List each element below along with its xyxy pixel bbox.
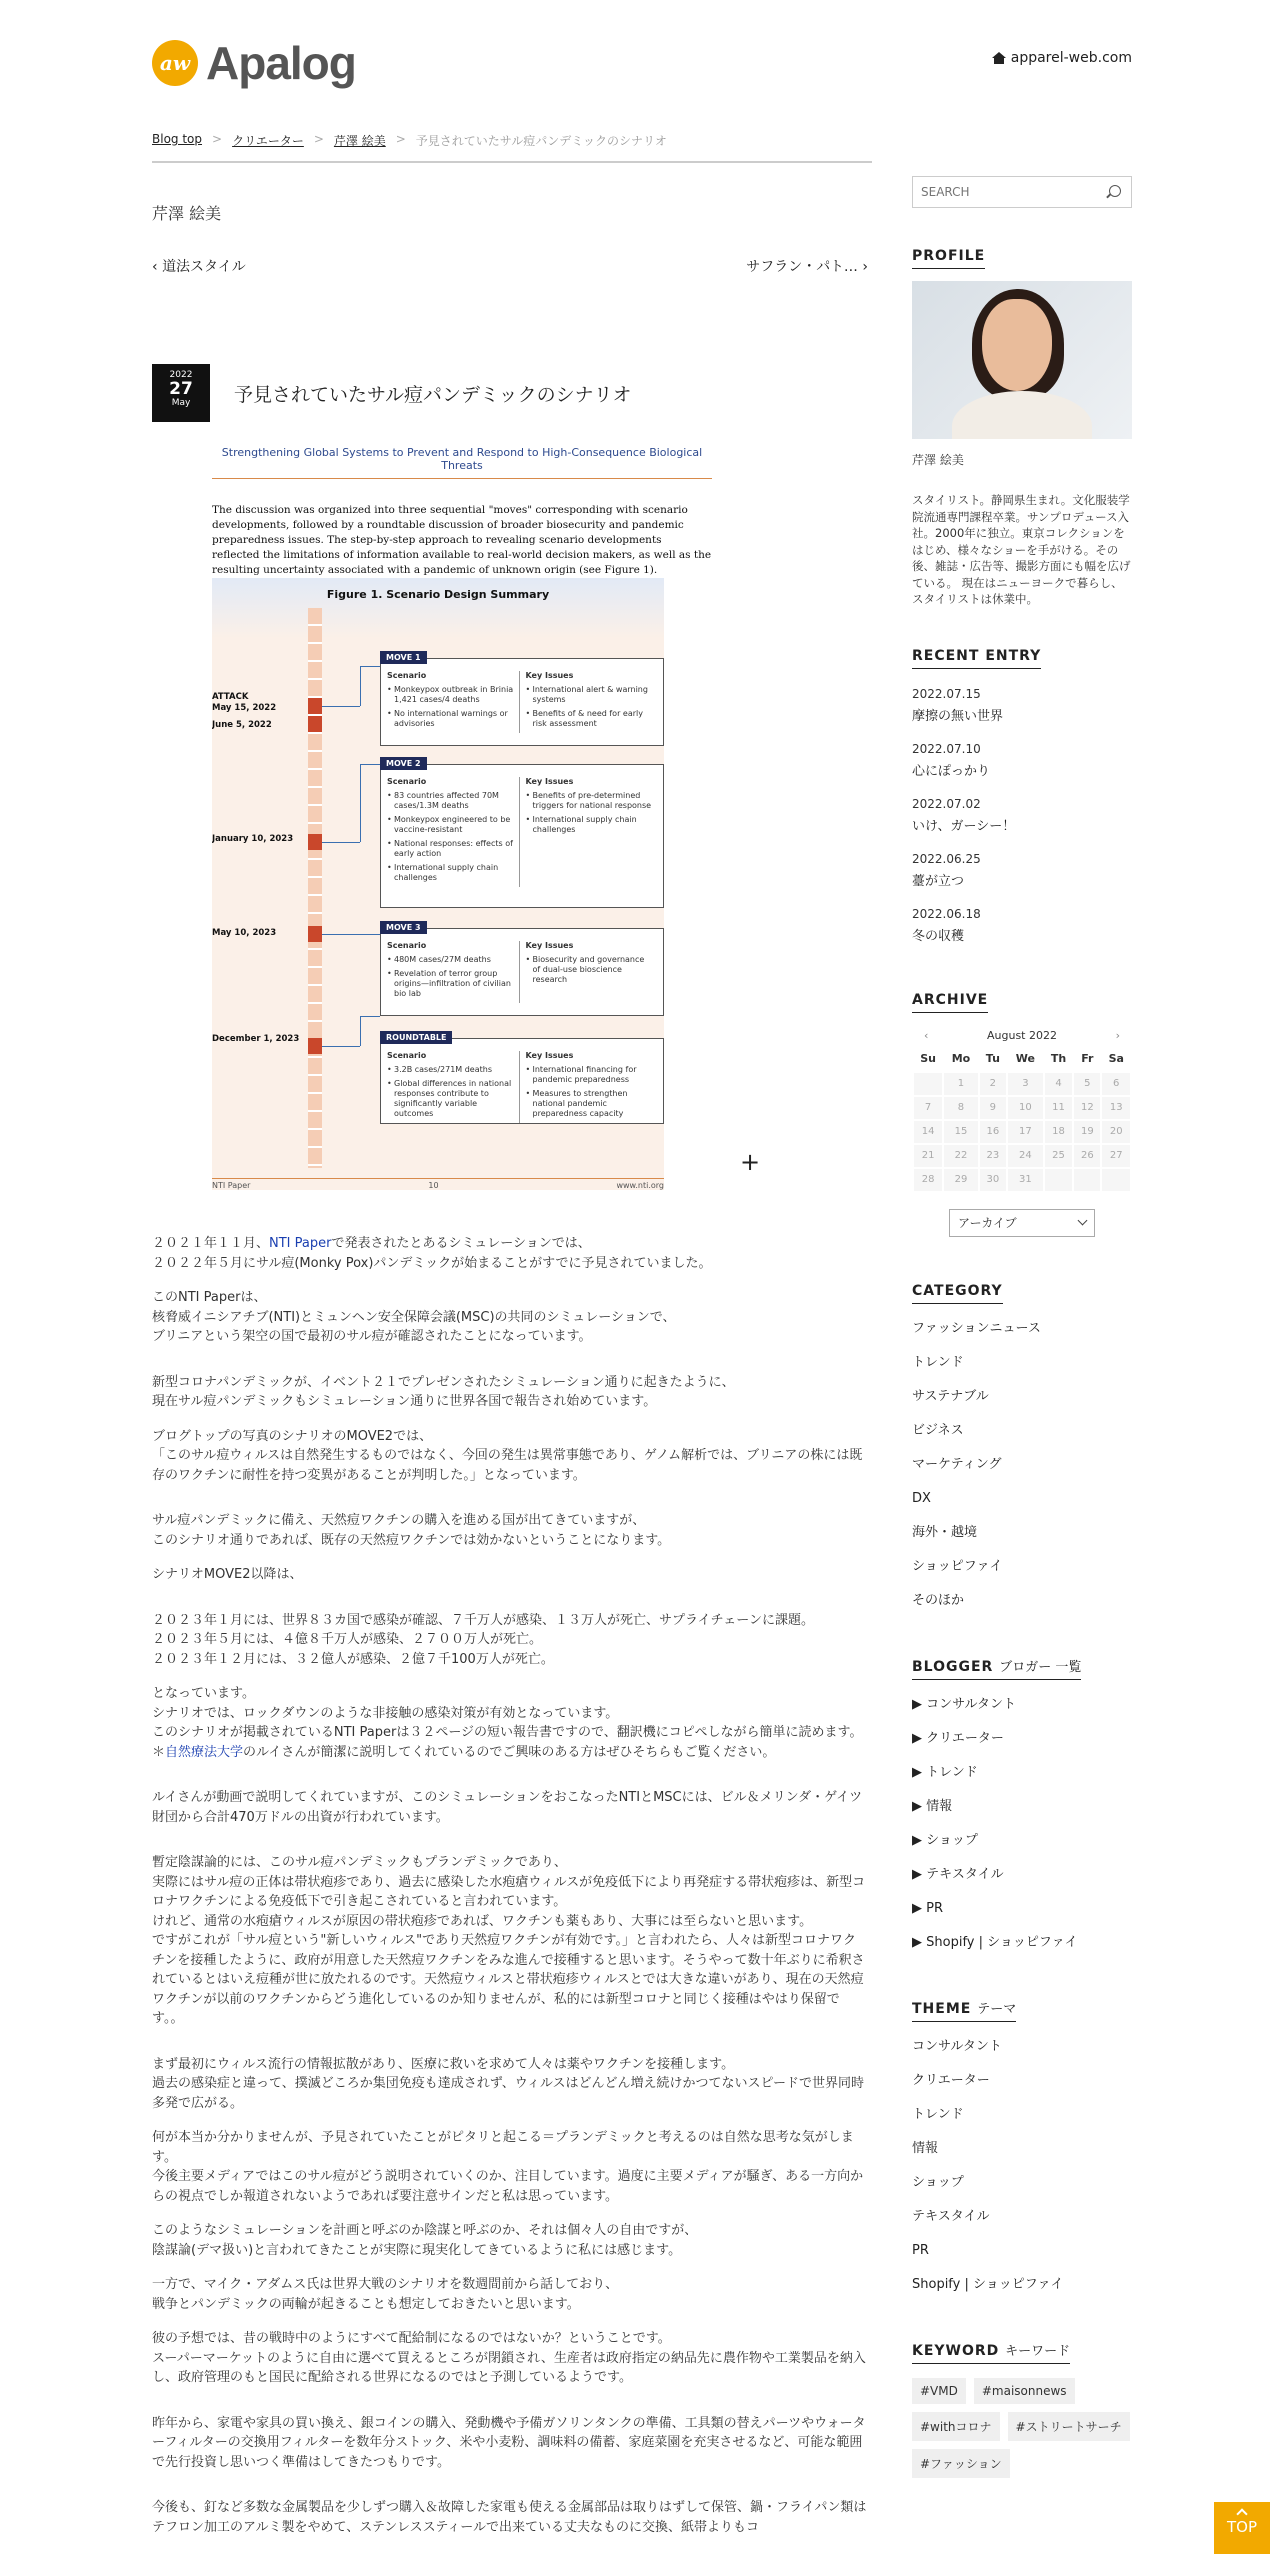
timeline-connector <box>360 764 361 842</box>
profile-description: スタイリスト。静岡県生まれ。文化服装学院流通専門課程卒業。サンプロデュース入社。2000年に独立。東京コレクションをはじめ、様々なショーを手がける。その後、雑誌・広告等、撮影方面にも幅を広げている。 現在はニューヨークで暮らし、スタイリストは休業中。 <box>912 493 1131 606</box>
calendar-weekday: Fr <box>1081 1051 1094 1065</box>
timeline-connector <box>360 666 361 706</box>
article-paragraph: 一方で、マイク・アダムス氏は世界大戦のシナリオを数週間前から話しており、 戦争とパンデミックの両輪が起きることも想定しておきたいと思います。 <box>152 2277 619 2312</box>
theme-link[interactable]: クリエーター <box>912 2072 990 2088</box>
calendar-day: 19 <box>1073 1120 1101 1144</box>
calendar-day: 22 <box>943 1144 979 1168</box>
timeline-label: June 5, 2022 <box>212 720 272 730</box>
article-paragraph: シナリオMOVE2以降は、 <box>152 1567 303 1582</box>
article-paragraph: 暫定陰謀論的には、このサル痘パンデミックもプランデミックであり、 実際にはサル痘の正体は帯状疱疹であり、過去に感染した水疱瘡ウィルスが免疫低下により再発症する帯状疱疹は、新型コロナワクチンによる免疫低下で引き起こされていると言われています。 けれど、通常の水疱瘡ウィルスが原因の帯状疱疹であれば、ワクチンも薬もあり、大事には至らないと思います。 ですがこれが「サル痘という"新しいウィルス"であり天然痘ワクチンが有効です。」と言われたら、人々は新型コロナワクチンを接種したように、政府が用意した天然痘ワクチンをみな進んで接種すると思います。そうやって数十年ぶりに希釈されているとはいえ痘種が世に放たれるのです。天然痘ウィルスと帯状疱疹ウィルスとでは大きな違いがあり、現在の天然痘ワクチンが以前のワクチンからどう進化しているのか知りませんが、私的には新型コロナと同じく接種はやはり保留です。。 <box>152 1855 866 2026</box>
keyword-tag[interactable]: #maisonnews <box>974 2378 1075 2404</box>
calendar-day: 5 <box>1073 1072 1101 1096</box>
logo-text: Apalog <box>206 37 356 89</box>
post-title: 予見されていたサル痘パンデミックのシナリオ <box>234 384 632 406</box>
calendar-day: 9 <box>979 1096 1007 1120</box>
breadcrumb-author[interactable]: 芹澤 絵美 <box>333 134 386 148</box>
theme-link[interactable]: Shopify | ショッピファイ <box>912 2276 1064 2292</box>
breadcrumb-separator: > <box>313 132 324 146</box>
calendar-day: 16 <box>979 1120 1007 1144</box>
article-paragraph: 新型コロナパンデミックが、イベント２１でプレゼンされたシミュレーション通りに起きたように、 現在サル痘パンデミックもシミュレーション通りに世界各国で報告され始めています。 <box>152 1374 735 1409</box>
nti-paper-link[interactable]: NTI Paper <box>269 1236 332 1251</box>
calendar-day: 24 <box>1007 1144 1044 1168</box>
calendar-weekday: Th <box>1050 1051 1067 1065</box>
move-box-2: MOVE 2 Scenario • 83 countries affected 70M cases/1.3M deaths • Monkeypox engineered to be vaccine-resistant • National responses: effects of early action • International supply chain challenges Key Issues • Benefits of pre-determined triggers for national response • International supply chain challenges <box>380 764 664 908</box>
timeline-label: December 1, 2023 <box>212 1034 300 1044</box>
calendar-day: 7 <box>913 1096 943 1120</box>
calendar-day <box>1044 1168 1073 1192</box>
site-header <box>152 36 1132 96</box>
zoom-plus-icon[interactable]: + <box>740 1148 761 1176</box>
figure-footer: NTI Paper 10 www.nti.org <box>212 1178 664 1190</box>
calendar-day: 30 <box>979 1168 1007 1192</box>
calendar-day: 8 <box>943 1096 979 1120</box>
chevron-down-icon <box>1078 1216 1088 1226</box>
calendar-day: 29 <box>943 1168 979 1192</box>
blogger-link[interactable]: ▶ クリエーター <box>912 1730 1004 1746</box>
breadcrumb <box>152 132 872 163</box>
post-day: 27 <box>169 379 193 399</box>
timeline-label: May 10, 2023 <box>212 928 277 938</box>
calendar-weekday: Tu <box>985 1051 1000 1065</box>
timeline-marker <box>308 1038 322 1054</box>
article-paragraph: ブログトップの写真のシナリオのMOVE2では、 「このサル痘ウィルスは自然発生するものではなく、今回の発生は異常事態であり、ゲノム解析では、ブリニアの株には既存のワクチンに耐性を持つ変異があることが判明した。」となっています。 <box>152 1428 863 1483</box>
calendar-day <box>1101 1168 1131 1192</box>
article-paragraph: ルイさんが動画で説明してくれていますが、このシミュレーションをおこなったNTIとMSCには、ビル＆メリンダ・ゲイツ財団から合計470万ドルの出資が行われています。 <box>152 1790 863 1825</box>
timeline-label-attack: ATTACK May 15, 2022 <box>212 692 277 713</box>
timeline-connector <box>360 764 380 765</box>
timeline-marker <box>308 698 322 714</box>
article-paragraph: ２０２１年１１月、NTI Paperで発表されたとあるシミュレーションでは、 ２０２２年５月にサル痘(Monky Pox)パンデミックが始まることがすでに予見されていました。 <box>152 1236 712 1271</box>
search-icon[interactable] <box>1109 185 1121 197</box>
calendar-day <box>913 1072 943 1096</box>
profile-name: 芹澤 絵美 <box>912 453 964 467</box>
recent-entry[interactable]: 2022.07.15 摩擦の無い世界 <box>912 686 1004 724</box>
calendar-day <box>1073 1168 1101 1192</box>
figure-panel <box>212 578 664 1190</box>
post-date-badge <box>152 364 210 422</box>
blogger-link[interactable]: ▶ トレンド <box>912 1764 978 1780</box>
theme-link[interactable]: PR <box>912 2242 929 2258</box>
blogger-list <box>912 1688 1132 1960</box>
breadcrumb-category[interactable]: クリエーター <box>232 134 304 148</box>
next-post-link[interactable]: サフラン・パト… › <box>746 259 868 275</box>
breadcrumb-separator: > <box>212 132 223 146</box>
chevron-left-icon: ‹ <box>152 259 163 275</box>
profile-heading: PROFILE <box>912 248 985 269</box>
prev-post-link[interactable]: ‹ 道法スタイル <box>152 259 246 275</box>
figure-paragraph: The discussion was organized into three sequential "moves" corresponding with scenario developments, followed by a roundtable discussion of broader biosecurity and pandemic preparedness issues. The step-by-step approach to revealing scenario developments reflected the limitations of information available to real-world decision makers, as well as the resulting uncertainty associated with a pandemic of unknown origin (see Figure 1). <box>212 504 712 576</box>
calendar-grid <box>912 1052 1132 1193</box>
keyword-tags <box>912 2378 1132 2478</box>
calendar-day: 21 <box>913 1144 943 1168</box>
author-heading: 芹澤 絵美 <box>152 204 222 223</box>
article-paragraph: 彼の予想では、昔の戦時中のようにすべて配給制になるのではないか？ということです。 スーパーマーケットのように自由に選べて買えるところが閉鎖され、生産者は政府指定の納品先に農作物や工業製品を納入し、政府管理のもと国民に配給される世界になるのではと予測しているようです。 <box>152 2331 866 2385</box>
article-paragraph: まず最初にウィルス流行の情報拡散があり、医療に救いを求めて人々は薬やワクチンを接種します。 過去の感染症と違って、撲滅どころか集団免疫も達成されず、ウィルスはどんどん増え続けかつてないスピードで世界同時多発で広がる。 <box>152 2056 865 2111</box>
article-paragraph: サル痘パンデミックに備え、天然痘ワクチンの購入を進める国が出てきていますが、 このシナリオ通りであれば、既存の天然痘ワクチンでは効かないということになります。 <box>152 1513 671 1548</box>
blogger-heading: BLOGGER ブロガー 一覧 <box>912 1656 1081 1680</box>
calendar-weekday: Mo <box>951 1051 971 1065</box>
calendar-day: 17 <box>1007 1120 1044 1144</box>
calendar-day: 23 <box>979 1144 1007 1168</box>
blogger-link[interactable]: ▶ PR <box>912 1900 944 1916</box>
calendar-day: 2 <box>979 1072 1007 1096</box>
calendar-day: 12 <box>1073 1096 1101 1120</box>
category-link[interactable]: ショッピファイ <box>912 1558 1003 1574</box>
calendar-weekday: Su <box>920 1051 936 1065</box>
site-logo[interactable] <box>152 36 356 90</box>
timeline-connector <box>322 842 360 843</box>
search-box <box>912 176 1132 208</box>
logo-mark: aw <box>152 40 198 86</box>
recent-entry[interactable]: 2022.07.10 心にぽっかり <box>912 741 991 779</box>
apparel-web-link[interactable] <box>992 50 1132 66</box>
category-link[interactable]: 海外・越境 <box>912 1524 978 1540</box>
calendar-day: 6 <box>1101 1072 1131 1096</box>
timeline-marker <box>308 834 322 850</box>
article-paragraph: ２０２３年１月には、世界８３カ国で感染が確認、７千万人が感染、１３万人が死亡、サプライチェーンに課題。 ２０２３年５月には、４億８千万人が感染、２７００万人が死亡。 ２０２３年１２月には、３２億人が感染、２億７千100万人が死亡。 <box>152 1612 814 1667</box>
blogger-link[interactable]: ▶ ショップ <box>912 1832 978 1848</box>
keyword-tag[interactable]: #withコロナ <box>912 2412 1000 2441</box>
keyword-tag[interactable]: #VMD <box>912 2378 966 2404</box>
article-paragraph: このようなシミュレーションを計画と呼ぶのか陰謀と呼ぶのか、それは個々人の自由ですが、 陰謀論(デマ扱い)と言われてきたことが実際に現実化してきているように私には感じます。 <box>152 2223 698 2258</box>
keyword-tag[interactable]: #ストリートサーチ <box>1008 2412 1130 2441</box>
blogger-link[interactable]: ▶ Shopify | ショッピファイ <box>912 1934 1078 1950</box>
recent-entry[interactable]: 2022.07.02 いけ、ガーシー！ <box>912 796 1016 834</box>
move-box-3: MOVE 3 Scenario • 480M cases/27M deaths • Revelation of terror group origins—infiltration of civilian bio lab Key Issues • Biosecurity and governance of dual-use bioscience research <box>380 928 664 1016</box>
article-paragraph: このNTI Paperは、 核脅威イニシアチブ(NTI)とミュンヘン安全保障会議(MSC)の共同のシミュレーションで、 ブリニアという架空の国で最初のサル痘が確認されたことになっています。 <box>152 1290 676 1344</box>
category-heading: CATEGORY <box>912 1283 1003 1304</box>
calendar-month: August 2022 <box>987 1028 1057 1042</box>
calendar-day: 13 <box>1101 1096 1131 1120</box>
category-link[interactable]: ファッションニュース <box>912 1320 1041 1336</box>
calendar-day: 27 <box>1101 1144 1131 1168</box>
article-paragraph: 何が本当か分かりませんが、予見されていたことがピタリと起こる＝プランデミックと考えるのは自然な思考な気がします。 今後主要メディアではこのサル痘がどう説明されていくのか、注目しています。過度に主要メディアが騒ぎ、ある一方向からの視点でしか報道されないようであれば要注意サインだと私は思っています。 <box>152 2130 864 2204</box>
theme-heading: THEME テーマ <box>912 1998 1016 2022</box>
calendar-day: 28 <box>913 1168 943 1192</box>
theme-link[interactable]: トレンド <box>912 2106 964 2122</box>
calendar-day: 31 <box>1007 1168 1044 1192</box>
timeline-marker <box>308 926 322 942</box>
chevron-right-icon: › <box>857 259 868 275</box>
calendar-day: 14 <box>913 1120 943 1144</box>
scenario-figure-image <box>212 440 712 1190</box>
calendar-day: 10 <box>1007 1096 1044 1120</box>
category-list <box>912 1312 1132 1618</box>
blogger-link[interactable]: ▶ テキスタイル <box>912 1866 1004 1882</box>
blogger-link[interactable]: ▶ 情報 <box>912 1798 953 1814</box>
profile-photo <box>912 281 1132 439</box>
category-link[interactable]: そのほか <box>912 1592 965 1608</box>
calendar-weekday: We <box>1015 1051 1035 1065</box>
calendar-day: 1 <box>943 1072 979 1096</box>
breadcrumb-separator: > <box>395 132 406 146</box>
category-link[interactable]: トレンド <box>912 1354 964 1370</box>
calendar-day: 25 <box>1044 1144 1073 1168</box>
calendar-day: 20 <box>1101 1120 1131 1144</box>
blogger-link[interactable]: ▶ コンサルタント <box>912 1696 1016 1712</box>
timeline-connector <box>360 1016 380 1017</box>
natural-medicine-link[interactable]: 自然療法大学 <box>165 1744 244 1760</box>
recent-entry[interactable]: 2022.06.25 薹が立つ <box>912 851 981 889</box>
article-paragraph: となっています。 シナリオでは、ロックダウンのような非接触の感染対策が有効となっています。 このシナリオが掲載されているNTI Paperは３２ページの短い報告書ですので、翻訳機にコピペしながら簡単に読めます。 ＊自然療法大学のルイさんが簡潔に説明してくれているのでご興味のある方はぜひそちらもご覧ください。 <box>152 1686 863 1760</box>
home-icon <box>992 52 1005 64</box>
timeline-bar <box>308 608 322 1168</box>
category-link[interactable]: ビジネス <box>912 1422 964 1438</box>
post-month: May <box>171 398 191 408</box>
calendar-day: 26 <box>1073 1144 1101 1168</box>
calendar-weekday: Sa <box>1108 1051 1124 1065</box>
move-box-roundtable: ROUNDTABLE Scenario • 3.2B cases/271M deaths • Global differences in national responses contribute to significantly variable outcomes Key Issues • International financing for pandemic preparedness • Measures to strengthen national pandemic preparedness capacity <box>380 1038 664 1124</box>
calendar-prev-button[interactable]: ‹ <box>924 1028 929 1042</box>
search-input[interactable] <box>913 177 1093 207</box>
archive-calendar <box>912 1029 1132 1193</box>
article-body <box>152 1234 868 2552</box>
theme-link[interactable]: ショップ <box>912 2174 964 2190</box>
move-box-1: MOVE 1 Scenario • Monkeypox outbreak in Brinia 1,421 cases/4 deaths • No international warnings or advisories Key Issues • International alert & warning systems • Benefits of & need for early risk assessment <box>380 658 664 746</box>
category-link[interactable]: DX <box>912 1490 931 1506</box>
timeline-connector <box>322 706 360 707</box>
calendar-day: 3 <box>1007 1072 1044 1096</box>
post-year: 2022 <box>169 370 193 380</box>
category-link[interactable]: マーケティング <box>912 1456 1002 1472</box>
calendar-day: 4 <box>1044 1072 1073 1096</box>
recent-entry[interactable]: 2022.06.18 冬の収穫 <box>912 906 981 944</box>
calendar-day: 18 <box>1044 1120 1073 1144</box>
site-link-label: apparel-web.com <box>1010 50 1132 66</box>
keyword-tag[interactable]: #ファッション <box>912 2449 1010 2478</box>
timeline-label: January 10, 2023 <box>212 834 294 844</box>
article-paragraph: 昨年から、家電や家具の買い換え、銀コインの購入、発動機や予備ガソリンタンクの準備、工具類の替えパーツやウォーターフィルターの交換用フィルターを数年分ストック、米や小麦粉、調味料の備蓄、家庭菜園を充実させるなど、可能な範囲で先行投資し思いつく準備はしてきたつもりです。 <box>152 2415 866 2470</box>
figure-header: Strengthening Global Systems to Prevent and Respond to High-Consequence Biological Threats <box>212 440 712 479</box>
timeline-connector <box>360 1016 361 1046</box>
theme-link[interactable]: 情報 <box>912 2140 939 2156</box>
article-paragraph: 今後も、釘など多数な金属製品を少しずつ購入＆故障した家電も使える金属部品は取りはずして保管、鍋・フライパン類はテフロン加工のアルミ製をやめて、ステンレススティールで出来ている丈夫なものに交換、紙帯よりもコ <box>152 2500 867 2535</box>
timeline-connector <box>322 1046 360 1047</box>
recent-entry-heading: RECENT ENTRY <box>912 648 1041 669</box>
archive-heading: ARCHIVE <box>912 992 988 1013</box>
calendar-next-button[interactable]: › <box>1115 1028 1120 1042</box>
breadcrumb-current: 予見されていたサル痘パンデミックのシナリオ <box>415 134 667 148</box>
theme-list <box>912 2030 1132 2302</box>
back-to-top-button[interactable]: TOP <box>1214 2502 1270 2554</box>
theme-link[interactable]: テキスタイル <box>912 2208 990 2224</box>
breadcrumb-home[interactable]: Blog top <box>152 132 203 146</box>
sidebar <box>912 176 1132 2478</box>
figure-panel-title: Figure 1. Scenario Design Summary <box>212 578 664 638</box>
timeline-connector <box>322 934 380 935</box>
category-link[interactable]: サステナブル <box>912 1388 989 1404</box>
timeline-marker <box>308 716 322 732</box>
archive-select[interactable]: アーカイブ <box>949 1209 1095 1237</box>
theme-link[interactable]: コンサルタント <box>912 2038 1002 2054</box>
calendar-day: 11 <box>1044 1096 1073 1120</box>
calendar-day: 15 <box>943 1120 979 1144</box>
keyword-heading: KEYWORD キーワード <box>912 2340 1070 2364</box>
